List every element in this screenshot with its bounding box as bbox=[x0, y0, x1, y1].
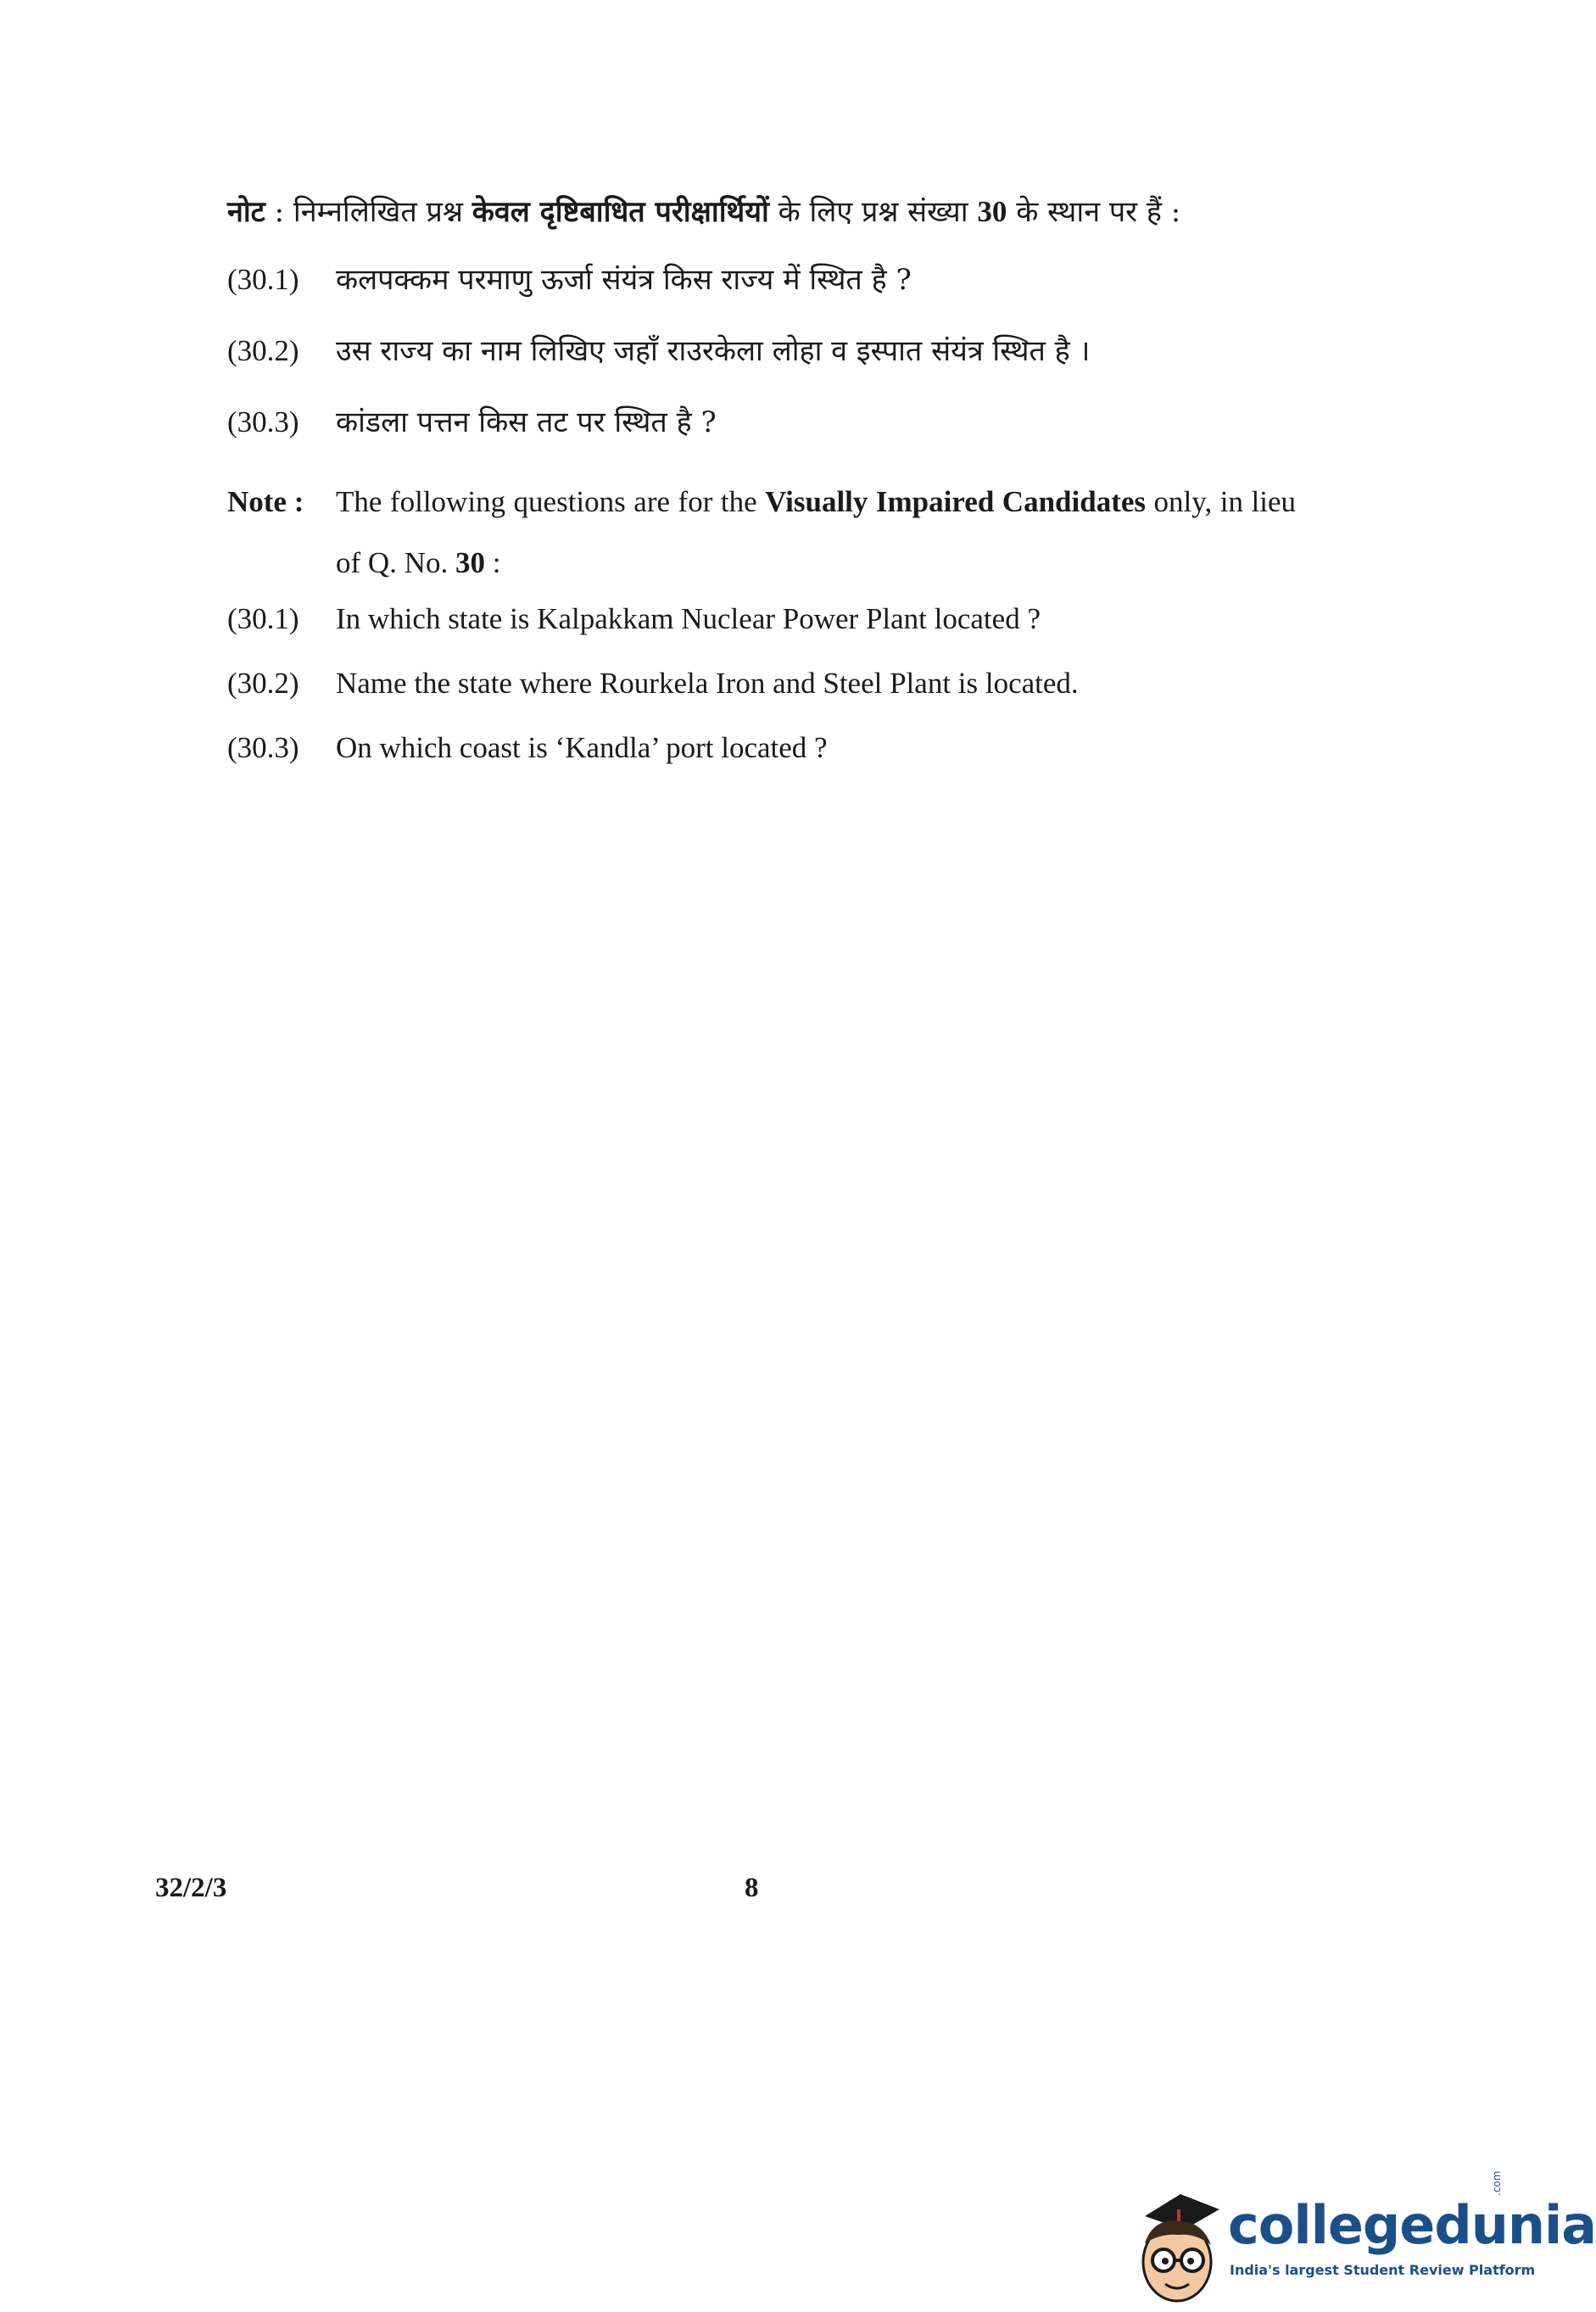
question-text: उस राज्य का नाम लिखिए जहाँ राउरकेला लोहा व इस्पात संयंत्र स्थित है । bbox=[336, 334, 1091, 368]
hindi-note-qnum: 30 bbox=[977, 195, 1007, 228]
brand-name: collegedunia bbox=[1228, 2194, 1596, 2256]
student-mascot-icon bbox=[1128, 2184, 1225, 2311]
hindi-note-part2: के लिए प्रश्न संख्या bbox=[768, 195, 978, 229]
hindi-note-part3: के स्थान पर हैं : bbox=[1007, 195, 1181, 229]
hindi-note-part1: निम्नलिखित प्रश्न bbox=[293, 195, 472, 229]
brand-domain-suffix: .com bbox=[1491, 2170, 1503, 2196]
question-number: (30.1) bbox=[227, 263, 299, 296]
question-text: In which state is Kalpakkam Nuclear Power Plant located ? bbox=[336, 602, 1041, 635]
question-text: कलपक्कम परमाणु ऊर्जा संयंत्र किस राज्य में स्थित है ? bbox=[336, 263, 912, 297]
brand-tagline: India's largest Student Review Platform bbox=[1230, 2262, 1536, 2278]
english-note-bold: Visually Impaired Candidates bbox=[765, 485, 1147, 518]
collegedunia-watermark bbox=[1128, 2170, 1596, 2311]
question-text: Name the state where Rourkela Iron and Steel Plant is located. bbox=[336, 667, 1079, 700]
question-text: कांडला पत्तन किस तट पर स्थित है ? bbox=[336, 405, 717, 439]
english-note-qnum: 30 bbox=[455, 546, 485, 579]
hindi-note-bold: केवल दृष्टिबाधित परीक्षार्थियों bbox=[472, 195, 769, 229]
english-note-part2: only, in lieu of Q. No. bbox=[336, 485, 1296, 579]
paper-code: 32/2/3 bbox=[155, 1873, 227, 1903]
hindi-note bbox=[227, 192, 1180, 232]
english-note-part1: The following questions are for the bbox=[336, 485, 766, 518]
question-number: (30.2) bbox=[227, 334, 299, 367]
hindi-note-label: नोट bbox=[227, 195, 265, 229]
hindi-note-colon: : bbox=[265, 195, 293, 229]
english-note-body bbox=[336, 472, 1296, 594]
english-note bbox=[227, 472, 1296, 594]
page-number: 8 bbox=[745, 1873, 759, 1903]
question-text: On which coast is ‘Kandla’ port located ? bbox=[336, 731, 828, 764]
english-note-label: Note : bbox=[227, 485, 304, 518]
question-number: (30.3) bbox=[227, 731, 299, 764]
question-number: (30.3) bbox=[227, 405, 299, 438]
english-note-part3: : bbox=[484, 546, 501, 579]
question-number: (30.2) bbox=[227, 667, 299, 700]
question-number: (30.1) bbox=[227, 602, 299, 635]
